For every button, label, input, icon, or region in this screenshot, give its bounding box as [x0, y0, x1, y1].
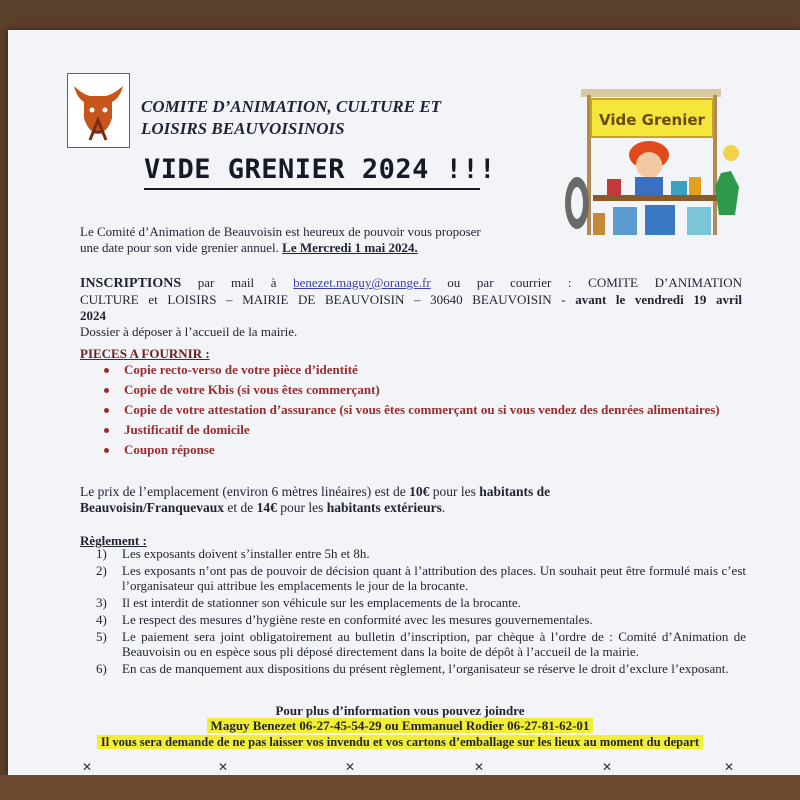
price-text-1: Le prix de l’emplacement (environ 6 mètres linéaires) est de [80, 484, 410, 499]
scissors-cut-mark-icon: ✕ [345, 760, 356, 774]
rule-number: 3) [96, 595, 107, 610]
inscriptions-paragraph [80, 275, 742, 340]
list-item: Copie recto-verso de votre pièce d’identité [100, 362, 740, 378]
contact-email-link[interactable]: benezet.maguy@orange.fr [293, 275, 431, 290]
list-item [96, 661, 746, 676]
reglement-heading: Règlement : [80, 533, 147, 548]
residents-label: habitants de [479, 484, 551, 499]
list-item: Coupon réponse [100, 442, 740, 458]
scissors-cut-mark-icon: ✕ [82, 760, 93, 774]
list-item: Justificatif de domicile [100, 422, 740, 438]
rule-text: Le paiement sera joint obligatoirement au bulletin d’inscription, par chèque à l’ordre de : Comité d’Animation de Beauvoisin ou en espèce sous pli déposé directement dans la boite de dépôt à l’accueil de la mairie. [122, 629, 746, 659]
pieces-heading: PIECES A FOURNIR : [80, 346, 210, 361]
event-date: Le Mercredi 1 mai 2024. [282, 240, 418, 255]
scissors-cut-mark-icon: ✕ [474, 760, 485, 774]
rule-number: 1) [96, 546, 107, 561]
list-item [96, 629, 746, 659]
inscriptions-address: CULTURE et LOISIRS – MAIRIE DE BEAUVOISIN – 30640 BEAUVOISIN - [80, 292, 576, 307]
bull-logo-icon [67, 73, 130, 148]
rule-text: Le respect des mesures d’hygiène reste en conformité avec les mesures gouvernementales. [122, 612, 593, 627]
list-item [96, 612, 746, 627]
inscriptions-text-1: par mail à [181, 275, 294, 290]
scissors-cut-mark-icon: ✕ [218, 760, 229, 774]
rule-number: 6) [96, 661, 107, 676]
intro-paragraph [80, 224, 550, 256]
intro-line-1: Le Comité d’Animation de Beauvoisin est heureux de pouvoir vous proposer [80, 224, 481, 239]
scissors-cut-mark-icon: ✕ [602, 760, 613, 774]
scissors-cut-mark-icon: ✕ [724, 760, 735, 774]
contact-phones: Maguy Benezet 06-27-45-54-29 ou Emmanuel Rodier 06-27-81-62-01 [207, 718, 594, 733]
rule-number: 2) [96, 563, 107, 578]
pieces-list [100, 362, 740, 462]
title-underline [144, 188, 480, 190]
price-paragraph [80, 484, 551, 516]
list-item [96, 563, 746, 593]
list-item [96, 546, 746, 561]
vide-grenier-illustration [553, 83, 753, 241]
list-item: Copie de votre attestation d’assurance (si vous êtes commerçant ou si vous vendez des denrées alimentaires) [100, 402, 740, 418]
inscriptions-text-2: ou par courrier : COMITE D’ANIMATION [430, 275, 742, 290]
price-text-2: pour les [429, 484, 480, 499]
price-text-4: pour les [276, 500, 327, 515]
price-outsiders: 14€ [256, 500, 277, 515]
rule-text: Les exposants doivent s’installer entre 5h et 8h. [122, 546, 370, 561]
inscriptions-label: INSCRIPTIONS [80, 276, 182, 291]
organization-name [141, 96, 561, 140]
org-line-2: LOISIRS BEAUVOISINOIS [141, 119, 345, 138]
residents-place: Beauvoisin/Franquevaux [80, 500, 225, 515]
depart-notice: Il vous sera demande de ne pas laisser vos invendu et vos cartons d’emballage sur les lieux au moment du depart [97, 735, 703, 749]
table-surface [0, 775, 800, 800]
list-item [96, 595, 746, 610]
contact-intro: Pour plus d’information vous pouvez joindre [275, 703, 525, 718]
price-text-3: et de [224, 500, 257, 515]
outsiders-label: habitants extérieurs [326, 500, 442, 515]
price-residents: 10€ [409, 484, 430, 499]
illustration-sign-text: Vide Grenier [599, 111, 705, 129]
inscriptions-deadline-year: 2024 [80, 308, 106, 323]
dossier-text: Dossier à déposer à l’accueil de la mairie. [80, 324, 298, 339]
rule-text: En cas de manquement aux dispositions du présent règlement, l’organisateur se réserve le droit d’exclure l’exposant. [122, 661, 729, 676]
list-item: Copie de votre Kbis (si vous êtes commerçant) [100, 382, 740, 398]
reglement-list [96, 546, 746, 678]
org-line-1: COMITE D’ANIMATION, CULTURE ET [141, 97, 442, 116]
intro-line-2: une date pour son vide grenier annuel. [80, 240, 283, 255]
rule-number: 4) [96, 612, 107, 627]
price-text-5: . [441, 500, 446, 515]
page-title: VIDE GRENIER 2024 !!! [144, 154, 496, 185]
rule-text: Les exposants n’ont pas de pouvoir de décision quant à l’attribution des places. Un souhait peut être formulé mais c’est l’organisateur qui attribue les emplacements le jour de la brocante. [122, 563, 746, 593]
rule-number: 5) [96, 629, 107, 644]
inscriptions-deadline: avant le vendredi 19 avril [575, 292, 742, 307]
rule-text: Il est interdit de stationner son véhicule sur les emplacements de la brocante. [122, 595, 521, 610]
